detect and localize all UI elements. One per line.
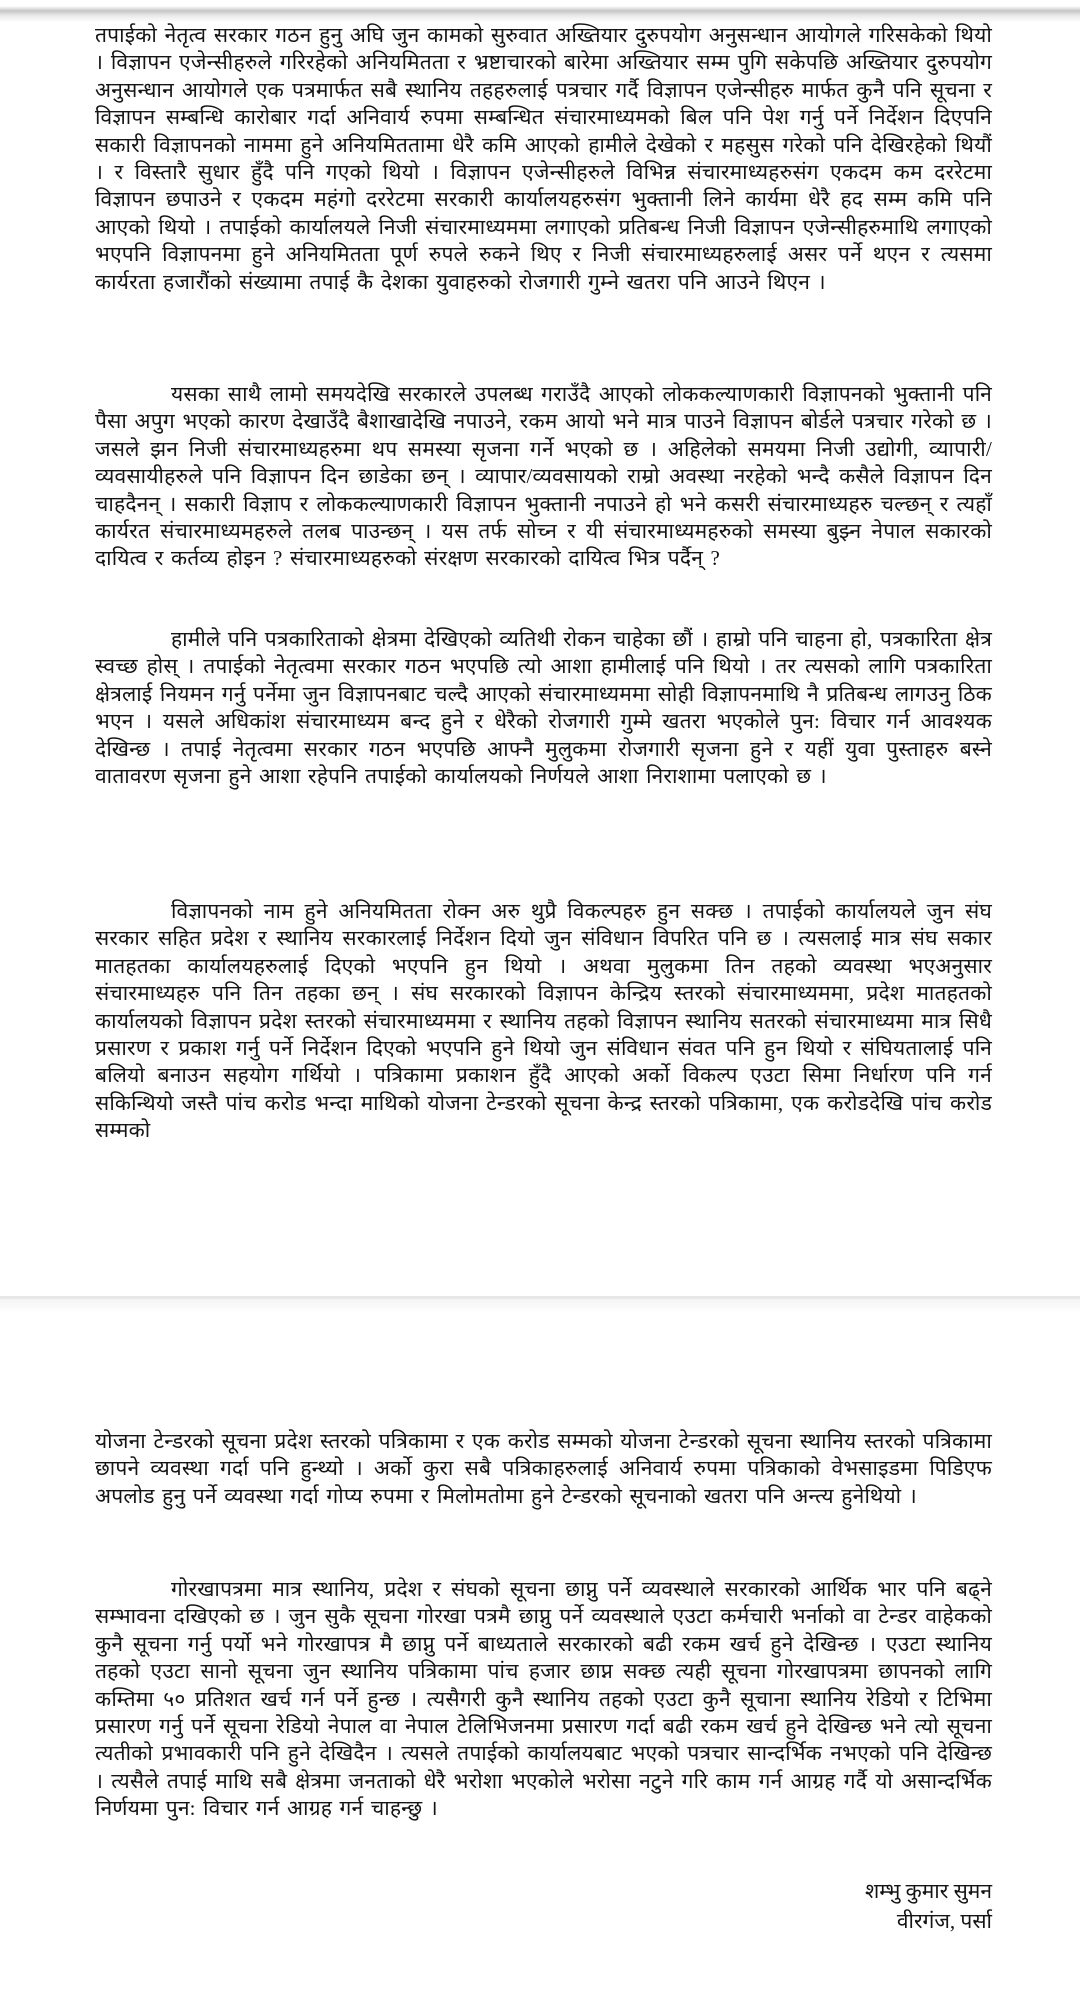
page-separator-shadow: [0, 1299, 1080, 1313]
letter-page-1: [95, 381, 992, 573]
letter-paragraph: यसका साथै लामो समयदेखि सरकारले उपलब्ध गराउँदै आएको लोककल्याणकारी विज्ञापनको भुक्तानी पनि पैसा अपुग भएको कारण देखाउँदै बैशाखादेखि नपाउने, रकम आयो भने मात्र पाउने विज्ञापन बोर्डले पत्रचार गरेको छ । जसले झन निजी संचारमाध्यहरुमा थप समस्या सृजना गर्ने भएको छ । अहिलेको समयमा निजी उद्योगी, व्यापारी/व्यवसायीहरुले पनि विज्ञापन दिन छाडेका छन् । व्यापार/व्यवसायको राम्रो अवस्था नरहेको भन्दै कसैले विज्ञापन दिन चाहदैनन् । सकारी विज्ञाप र लोककल्याणकारी विज्ञापन भुक्तानी नपाउने हो भने कसरी संचारमाध्यहरु चल्छन् र त्यहाँ कार्यरत संचारमाध्यमहरुले तलब पाउन्छन् । यस तर्फ सोच्न र यी संचारमाध्यमहरुको समस्या बुझ्न नेपाल सकारको दायित्व र कर्तव्य होइन ? संचारमाध्यहरुको संरक्षण सरकारको दायित्व भित्र पर्दैन् ?: [95, 382, 992, 571]
letter-page-1: [95, 626, 992, 790]
signature-block: [95, 1876, 992, 1936]
letter-page-2: [95, 1576, 992, 1823]
letter-page-1: [95, 22, 992, 296]
signature-name: शम्भु कुमार सुमन: [865, 1879, 992, 1903]
letter-paragraph: तपाईको नेतृत्व सरकार गठन हुनु अघि जुन कामको सुरुवात अख्तियार दुरुपयोग अनुसन्धान आयोगले गरिसकेको थियो । विज्ञापन एजेन्सीहरुले गरिरहेको अनियमितता र भ्रष्टाचारको बारेमा अख्तियार सम्म पुगि सकेपछि अख्तियार दुरुपयोग अनुसन्धान आयोगले एक पत्रमार्फत सबै स्थानिय तहहरुलाई पत्रचार गर्दै विज्ञापन एजेन्सीहरु मार्फत कुनै पनि सूचना र विज्ञापन सम्बन्धि कारोबार गर्दा अनिवार्य रुपमा सम्बन्धित संचारमाध्यमको बिल पनि पेश गर्नु पर्ने निर्देशन दिएपनि सकारी विज्ञापनको नाममा हुने अनियमिततामा धेरै कमि आएको हामीले देखेको र महसुस गरेको पनि देखिरहेको थियौं । र विस्तारै सुधार हुँदै पनि गएको थियो । विज्ञापन एजेन्सीहरुले विभिन्न संचारमाध्यहरुसंग एकदम कम दररेटमा विज्ञापन छपाउने र एकदम महंगो दररेटमा सरकारी कार्यालयहरुसंग भुक्तानी लिने कार्यमा धेरै हद सम्म कमि पनि आएको थियो । तपाईको कार्यालयले निजी संचारमाध्यममा लगाएको प्रतिबन्ध निजी विज्ञापन एजेन्सीहरुमाथि लगाएको भएपनि विज्ञापनमा हुने अनियमितता पूर्ण रुपले रुकने थिए र निजी संचारमाध्यहरुलाई असर पर्ने थएन र त्यसमा कार्यरता हजारौंको संख्यामा तपाई कै देशका युवाहरुको रोजगारी गुम्ने खतरा पनि आउने थिएन ।: [95, 23, 992, 294]
signature-location: वीरगंज, पर्सा: [896, 1909, 992, 1933]
top-toolbar-shadow: [0, 6, 1080, 22]
letter-paragraph: विज्ञापनको नाम हुने अनियमितता रोक्न अरु थुप्रै विकल्पहरु हुन सक्छ । तपाईको कार्यालयले जुन संघ सरकार सहित प्रदेश र स्थानिय सरकारलाई निर्देशन दियो जुन संविधान विपरित पनि छ । त्यसलाई मात्र संघ सकार मातहतका कार्यालयहरुलाई दिएको भएपनि हुन थियो । अथवा मुलुकमा तिन तहको व्यवस्था भएअनुसार संचारमाध्यहरु पनि तिन तहका छन् । संघ सरकारको विज्ञापन केन्द्रिय स्तरको संचारमाध्यममा, प्रदेश मातहतको कार्यालयको विज्ञापन प्रदेश स्तरको संचारमाध्यममा र स्थानिय तहको विज्ञापन स्थानिय सतरको संचारमाध्यमा मात्र सिधै प्रसारण र प्रकाश गर्नु पर्ने निर्देशन दिएको भएपनि हुने थियो जुन संविधान संवत पनि हुन थियो र संघियतालाई पनि बलियो बनाउन सहयोग गर्थियो । पत्रिकामा प्रकाशन हुँदै आएको अर्को विकल्प एउटा सिमा निर्धारण पनि गर्न सकिन्थियो जस्तै पांच करोड भन्दा माथिको योजना टेन्डरको सूचना केन्द्र स्तरको पत्रिकामा, एक करोडदेखि पांच करोड सम्मको: [95, 899, 992, 1143]
letter-paragraph: गोरखापत्रमा मात्र स्थानिय, प्रदेश र संघको सूचना छाप्नु पर्ने व्यवस्थाले सरकारको आर्थिक भार पनि बढ्ने सम्भावना दखिएको छ । जुन सुकै सूचना गोरखा पत्रमै छाप्नु पर्ने व्यवस्थाले एउटा कर्मचारी भर्नाको वा टेन्डर वाहेकको कुनै सूचना गर्नु पर्यो भने गोरखापत्र मै छाप्नु पर्ने बाध्यताले सरकारको बढी रकम खर्च हुने देखिन्छ । एउटा स्थानिय तहको एउटा सानो सूचना जुन स्थानिय पत्रिकामा पांच हजार छाप्न सक्छ त्यही सूचना गोरखापत्रमा छापनको लागि कम्तिमा ५० प्रतिशत खर्च गर्न पर्ने हुन्छ । त्यसैगरी कुनै स्थानिय तहको एउटा कुनै सूचाना स्थानिय रेडियो र टिभिमा प्रसारण गर्नु पर्ने सूचना रेडियो नेपाल वा नेपाल टेलिभिजनमा प्रसारण गर्दा बढी रकम खर्च हुने देखिन्छ भने त्यो सूचना त्यतीको प्रभावकारी पनि हुने देखिदैन । त्यसले तपाईको कार्यालयबाट भएको पत्रचार सान्दर्भिक नभएको पनि देखिन्छ । त्यसैले तपाई माथि सबै क्षेत्रमा जनताको धेरै भरोशा भएकोले भरोसा नटुने गरि काम गर्न आग्रह गर्दै यो असान्दर्भिक निर्णयमा पुन: विचार गर्न आग्रह गर्न चाहन्छु ।: [95, 1577, 992, 1821]
letter-page-1: [95, 898, 992, 1145]
letter-paragraph: हामीले पनि पत्रकारिताको क्षेत्रमा देखिएको व्यतिथी रोकन चाहेका छौं । हाम्रो पनि चाहना हो, पत्रकारिता क्षेत्र स्वच्छ होस् । तपाईको नेतृत्वमा सरकार गठन भएपछि त्यो आशा हामीलाई पनि थियो । तर त्यसको लागि पत्रकारिता क्षेत्रलाई नियमन गर्नु पर्नेमा जुन विज्ञापनबाट चल्दै आएको संचारमाध्यममा सोही विज्ञापनमाथि नै प्रतिबन्ध लागउनु ठिक भएन । यसले अधिकांश संचारमाध्यम बन्द हुने र धेरैको रोजगारी गुम्मे खतरा भएकोले पुन: विचार गर्न आवश्यक देखिन्छ । तपाई नेतृत्वमा सरकार गठन भएपछि आफ्नै मुलुकमा रोजगारी सृजना हुने र यहीं युवा पुस्ताहरु बस्ने वातावरण सृजना हुने आशा रहेपनि तपाईको कार्यालयको निर्णयले आशा निराशामा पलाएको छ ।: [95, 627, 992, 789]
letter-paragraph: योजना टेन्डरको सूचना प्रदेश स्तरको पत्रिकामा र एक करोड सम्मको योजना टेन्डरको सूचना स्थानिय स्तरको पत्रिकामा छापने व्यवस्था गर्दा पनि हुन्थ्यो । अर्को कुरा सबै पत्रिकाहरुलाई अनिवार्य रुपमा पत्रिकाको वेभसाइडमा पिडिएफ अपलोड हुनु पर्ने व्यवस्था गर्दा गोप्य रुपमा र मिलोमतोमा हुने टेन्डरको सूचनाको खतरा पनि अन्त्य हुनेथियो ।: [95, 1429, 992, 1508]
letter-page-2: [95, 1428, 992, 1510]
